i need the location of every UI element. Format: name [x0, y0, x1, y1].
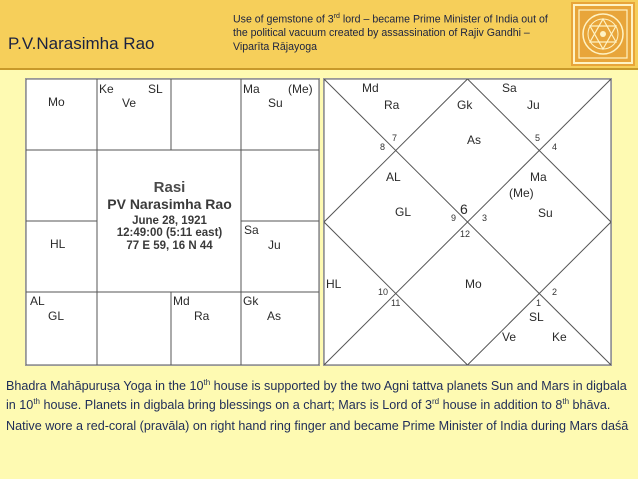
rasi-native: PV Narasimha Rao [107, 196, 232, 212]
p1-text-c: house. Planets in digbala bring blessings on a chart; Mars is Lord of 3 [39, 398, 433, 413]
rasi-mo: Mo [48, 95, 65, 109]
north-as: As [467, 133, 482, 147]
rasi-hl: HL [50, 237, 66, 251]
rasi-md: Md [173, 294, 190, 308]
page-subtitle [233, 10, 563, 54]
north-house-11: 11 [391, 298, 401, 308]
north-ma: Ma [530, 170, 547, 184]
north-house-4: 4 [552, 142, 558, 152]
subtitle-text-2: lord – became Prime Minister of India out of the political vacuum created by assassination of Rajiv Gandhi – Viparīta Rājayoga [233, 13, 548, 53]
rasi-ju: Ju [268, 238, 281, 252]
north-gk: Gk [457, 98, 473, 112]
north-su: Su [538, 206, 553, 220]
north-house-9: 9 [451, 213, 457, 223]
rasi-ve: Ve [122, 96, 137, 110]
rasi-me: (Me) [288, 82, 313, 96]
north-ju: Ju [527, 98, 540, 112]
rasi-chart [25, 78, 320, 366]
north-grid [324, 79, 611, 365]
rasi-al: AL [30, 294, 45, 308]
north-house-10: 10 [378, 287, 389, 297]
page-title: P.V.Narasimha Rao [8, 34, 155, 53]
north-house-6: 6 [460, 201, 468, 217]
rasi-as: As [267, 309, 282, 323]
rasi-gk: Gk [243, 294, 259, 308]
body-paragraph-1 [6, 375, 634, 413]
header-rule [0, 68, 638, 70]
rasi-gl: GL [48, 309, 65, 323]
north-sl: SL [529, 310, 544, 324]
subtitle-sup: rd [333, 13, 340, 20]
north-house-2: 2 [552, 287, 558, 297]
p1-text-b: house is supported by the two Agni tattva planets Sun and Mars in digbala in 10 [6, 379, 627, 413]
rasi-time: 12:49:00 (5:11 east) [116, 227, 223, 239]
p1-sup-3: rd [432, 397, 440, 407]
p1-sup-4: th [562, 397, 570, 407]
body-text [6, 375, 634, 439]
north-gl: GL [395, 205, 412, 219]
subtitle-text-1: Use of gemstone of 3 [233, 13, 334, 26]
north-house-8: 8 [380, 142, 386, 152]
body-paragraph-2: Native wore a red-coral (pravāla) on right hand ring finger and became Prime Minister of India during Mars daśā [6, 419, 629, 434]
rasi-ke: Ke [99, 82, 114, 96]
p1-sup-2: th [33, 397, 40, 407]
north-mo: Mo [465, 277, 482, 291]
rasi-sl: SL [148, 82, 163, 96]
north-house-3: 3 [482, 213, 488, 223]
rasi-sa: Sa [244, 223, 259, 237]
yantra-logo-icon [571, 2, 635, 66]
p1-text-d: house in addition to 8 [439, 398, 563, 413]
rasi-title: Rasi [153, 179, 186, 196]
rasi-ma: Ma [243, 82, 260, 96]
north-house-12: 12 [460, 229, 471, 239]
north-ve: Ve [502, 330, 517, 344]
rasi-ra: Ra [194, 309, 210, 323]
north-md: Md [362, 81, 379, 95]
p1-sup-1: th [203, 378, 211, 387]
north-house-5: 5 [535, 133, 541, 143]
north-ra: Ra [384, 98, 400, 112]
north-house-1: 1 [536, 298, 542, 308]
north-hl: HL [326, 277, 342, 291]
rasi-su: Su [268, 96, 283, 110]
rasi-coords: 77 E 59, 16 N 44 [126, 239, 213, 252]
p1-text-e: bhāva. [569, 398, 611, 413]
rasi-date: June 28, 1921 [132, 214, 207, 227]
north-chart [323, 78, 612, 366]
p1-text-a: Bhadra Mahāpuruṣa Yoga in the 10 [6, 379, 204, 394]
rasi-center-info [98, 179, 241, 252]
north-me: (Me) [509, 186, 534, 200]
north-ke: Ke [552, 330, 567, 344]
north-al: AL [386, 170, 401, 184]
north-house-7: 7 [392, 133, 398, 143]
north-sa: Sa [502, 81, 517, 95]
